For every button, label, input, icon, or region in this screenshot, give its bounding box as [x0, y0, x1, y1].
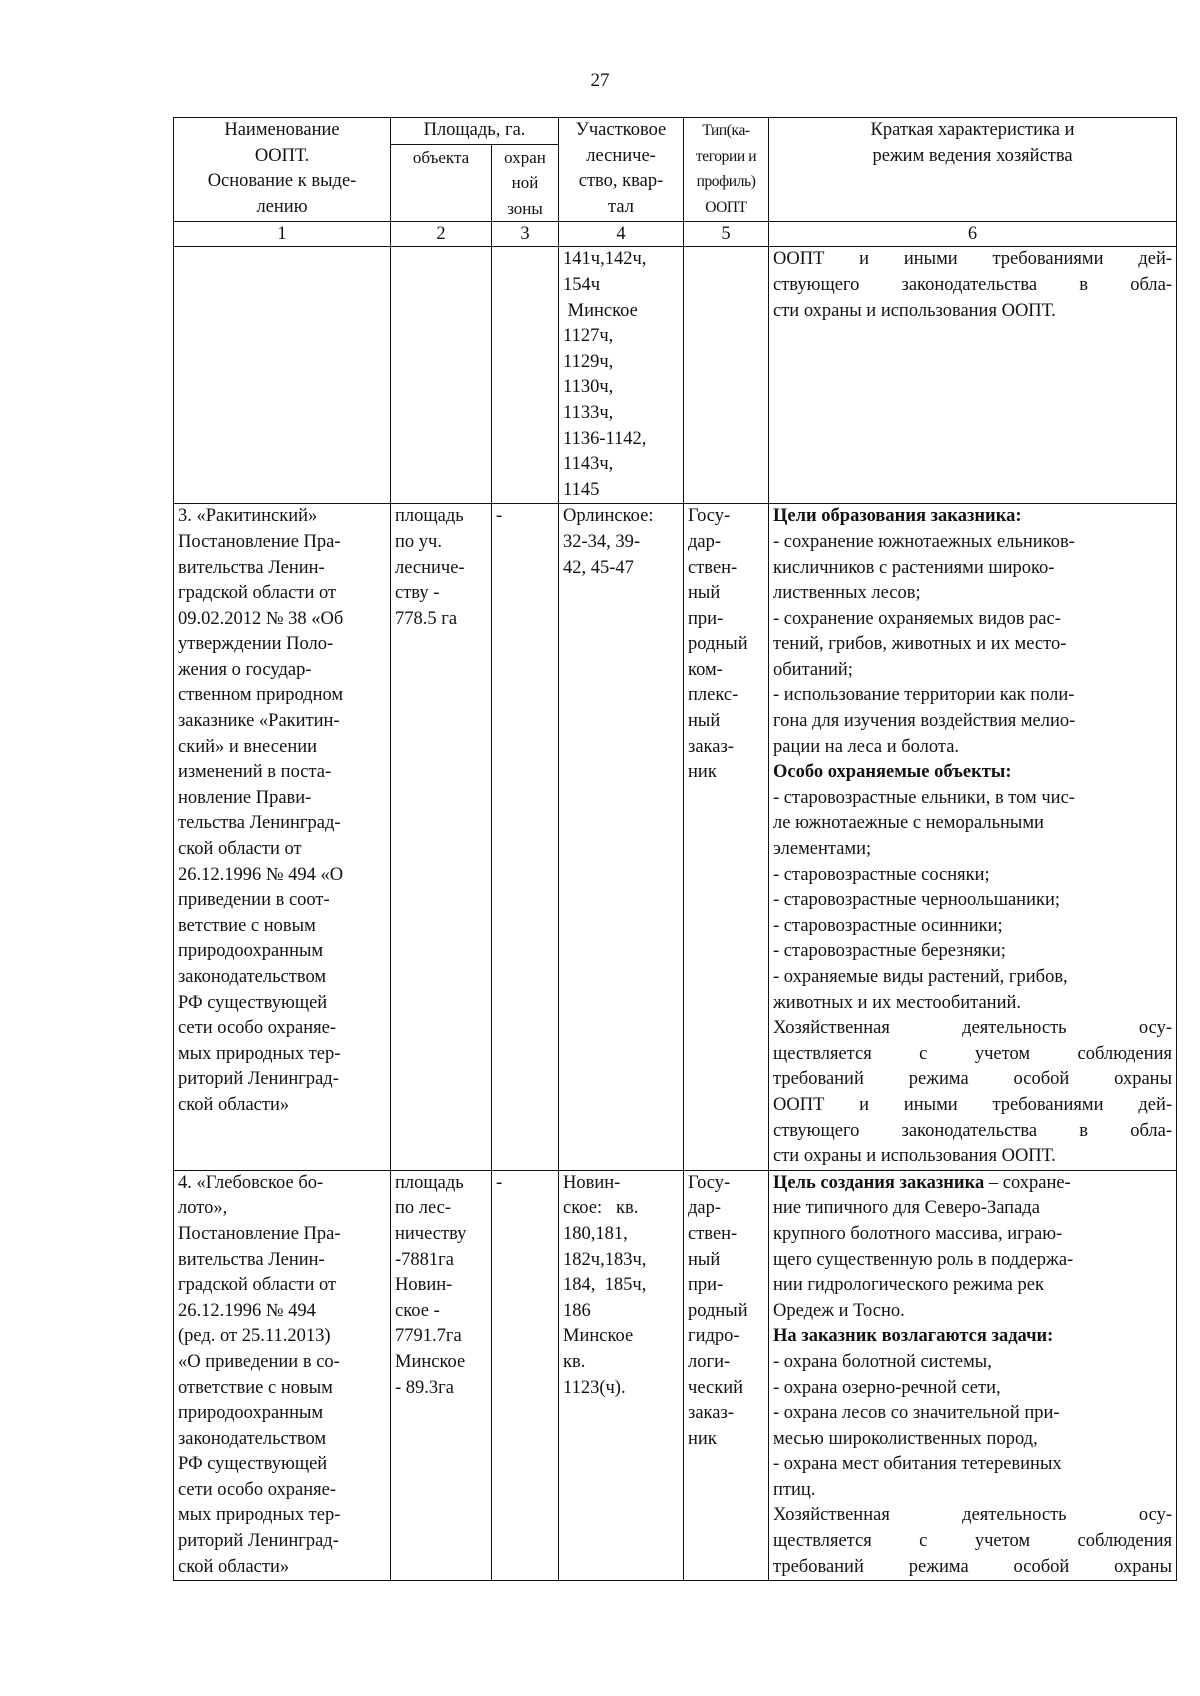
name-line: законодательством: [178, 967, 327, 987]
description-line: ствующего законодательства в обла-: [773, 1120, 1173, 1141]
description-line: крупного болотного массива, играю-: [773, 1223, 1063, 1244]
forestry-line: 184, 185ч,: [563, 1275, 647, 1296]
forestry-line: 154ч: [563, 274, 601, 295]
description-line: - охрана мест обитания тетеревиных: [773, 1454, 1062, 1475]
forestry-line: 1129ч,: [563, 351, 614, 372]
oopt-name-cell: [174, 247, 391, 504]
description-line: ществляется с учетом соблюдения: [773, 1531, 1173, 1552]
name-line: новление Прави-: [178, 787, 312, 808]
forestry-line: Минское: [563, 1326, 634, 1347]
type-line: ком-: [688, 659, 723, 680]
description-line: - старовозрастные березняки;: [773, 941, 1006, 962]
name-line: 26.12.1996 № 494 «О: [178, 864, 344, 885]
name-line: РФ существующей: [178, 1454, 328, 1475]
description-line: требований режима особой охраны: [773, 1069, 1173, 1090]
description-line: сти охраны и использования ООПТ.: [773, 300, 1056, 321]
header-area-object: объекта: [391, 144, 492, 222]
name-line: изменений в поста-: [178, 762, 332, 783]
area-object-line: ничеству: [395, 1223, 467, 1244]
area-object-line: площадь: [395, 506, 464, 527]
area-object-line: 778.5 га: [395, 608, 458, 629]
oopt-name-cell: [174, 1170, 391, 1581]
description-line: животных и их местообитаний.: [773, 992, 1021, 1013]
forestry-line: 1143ч,: [563, 454, 614, 475]
forestry-cell: [559, 504, 684, 1170]
description-line: рации на леса и болота.: [773, 736, 960, 757]
type-line: ный: [688, 1249, 721, 1270]
name-line: жения о государ-: [178, 659, 312, 680]
forestry-line: 141ч,142ч,: [563, 249, 647, 270]
name-line: природоохранным: [178, 1403, 324, 1424]
description-line: - старовозрастные осинники;: [773, 915, 1003, 936]
description-line: На заказник возлагаются задачи:: [773, 1326, 1054, 1347]
type-line: при-: [688, 608, 724, 629]
forestry-line: ское: кв.: [563, 1198, 639, 1219]
column-numbers-row: [174, 222, 1177, 247]
description-line: Хозяйственная деятельность осу-: [773, 1018, 1173, 1039]
name-line: градской области от: [178, 583, 337, 604]
type-line: логи-: [688, 1351, 731, 1372]
area-object-line: ству -: [395, 583, 440, 604]
name-line: тельства Ленинград-: [178, 813, 341, 834]
area-object-line: 7791.7га: [395, 1326, 462, 1347]
description-cell: [769, 247, 1177, 504]
name-line: ственном природном: [178, 685, 344, 706]
name-line: риторий Ленинград-: [178, 1069, 339, 1090]
name-line: ответствие с новым: [178, 1377, 333, 1398]
description-line: нии гидрологического режима рек: [773, 1275, 1044, 1296]
column-number: 1: [174, 222, 391, 247]
name-line: РФ существующей: [178, 992, 328, 1013]
area-object-cell: [391, 1170, 492, 1581]
description-line: - старовозрастные черноольшаники;: [773, 890, 1061, 911]
area-object-line: Новин-: [395, 1275, 453, 1296]
type-line: заказ-: [688, 736, 734, 757]
forestry-line: 186: [563, 1300, 591, 1321]
name-line: мых природных тер-: [178, 1043, 341, 1064]
description-cell: [769, 504, 1177, 1170]
area-object-line: - 89.3га: [395, 1377, 454, 1398]
name-line: «О приведении в со-: [178, 1351, 340, 1372]
area-object-line: ское -: [395, 1300, 440, 1321]
name-line: ветствие с новым: [178, 915, 316, 936]
type-cell: [684, 247, 769, 504]
forestry-line: 1136-1142,: [563, 428, 647, 449]
type-line: Госу-: [688, 1172, 731, 1193]
description-line: элементами;: [773, 839, 872, 860]
description-cell: [769, 1170, 1177, 1581]
name-line: мых природных тер-: [178, 1505, 341, 1526]
description-line: ле южнотаежные с неморальными: [773, 813, 1044, 834]
type-line: при-: [688, 1275, 724, 1296]
header-forestry: Участковое лесниче- ство, квар- тал: [559, 118, 684, 222]
forestry-line: 180,181,: [563, 1223, 628, 1244]
type-line: ствен-: [688, 1223, 738, 1244]
forestry-line: 1145: [563, 479, 600, 500]
column-number: 2: [391, 222, 492, 247]
forestry-line: 1127ч,: [563, 326, 614, 347]
area-object-line: лесниче-: [395, 557, 465, 578]
type-line: родный: [688, 634, 748, 655]
column-number: 3: [492, 222, 559, 247]
area-object-line: площадь: [395, 1172, 464, 1193]
area-object-cell: [391, 247, 492, 504]
description-line: - сохранение южнотаежных ельников-: [773, 531, 1075, 552]
name-line: ской области»: [178, 1094, 290, 1115]
forestry-line: 1130ч,: [563, 377, 614, 398]
header-area-group: Площадь, га.: [391, 118, 559, 145]
name-line: ской области от: [178, 839, 302, 860]
name-line: лото»,: [178, 1198, 228, 1219]
area-object-line: -7881га: [395, 1249, 454, 1270]
type-line: ствен-: [688, 557, 738, 578]
area-object-cell: [391, 504, 492, 1170]
description-line: - охраняемые виды растений, грибов,: [773, 967, 1068, 987]
table-row: [174, 247, 1177, 504]
name-line: природоохранным: [178, 941, 324, 962]
forestry-line: Орлинское:: [563, 506, 654, 527]
forestry-line: 1123(ч).: [563, 1377, 626, 1398]
header-area-protected: охран ной зоны: [492, 144, 559, 222]
name-line: вительства Ленин-: [178, 557, 325, 578]
forestry-line: Новин-: [563, 1172, 621, 1193]
header-row: [174, 118, 1177, 145]
name-line: приведении в соот-: [178, 890, 330, 911]
description-line: птиц.: [773, 1479, 816, 1500]
name-line: законодательством: [178, 1428, 327, 1449]
description-line: требований режима особой охраны: [773, 1556, 1173, 1577]
table-row: [174, 504, 1177, 1170]
table-row: [174, 1170, 1177, 1581]
forestry-line: 32-34, 39-: [563, 531, 641, 552]
description-line: ООПТ и иными требованиями дей-: [773, 1094, 1173, 1115]
name-line: ский» и внесении: [178, 736, 318, 757]
description-line: кисличников с растениями широко-: [773, 557, 1055, 578]
area-protected-cell: [492, 247, 559, 504]
description-line: ствующего законодательства в обла-: [773, 274, 1173, 295]
type-cell: [684, 1170, 769, 1581]
description-line: месью широколиственных пород,: [773, 1428, 1038, 1449]
type-line: заказ-: [688, 1403, 734, 1424]
type-line: гидро-: [688, 1326, 740, 1347]
type-line: дар-: [688, 1198, 722, 1219]
forestry-line: Минское: [563, 300, 638, 321]
name-line: заказнике «Ракитин-: [178, 711, 340, 732]
name-line: утверждении Поло-: [178, 634, 334, 655]
description-line: Оредеж и Тосно.: [773, 1300, 905, 1321]
header-description: Краткая характеристика и режим ведения хозяйства: [769, 118, 1177, 222]
description-line: ние типичного для Северо-Запада: [773, 1198, 1040, 1219]
description-line: - охрана болотной системы,: [773, 1351, 992, 1372]
type-line: ник: [688, 762, 717, 783]
page-number: 27: [590, 70, 610, 91]
name-line: вительства Ленин-: [178, 1249, 325, 1270]
description-line: ществляется с учетом соблюдения: [773, 1043, 1173, 1064]
column-number: 4: [559, 222, 684, 247]
description-line: ООПТ и иными требованиями дей-: [773, 249, 1173, 270]
type-line: плекс-: [688, 685, 739, 706]
type-line: ник: [688, 1428, 717, 1449]
name-line: Постановление Пра-: [178, 531, 341, 552]
description-line: щего существенную роль в поддержа-: [773, 1249, 1074, 1270]
forestry-cell: [559, 1170, 684, 1581]
type-line: родный: [688, 1300, 748, 1321]
type-cell: [684, 504, 769, 1170]
forestry-line: 182ч,183ч,: [563, 1249, 647, 1270]
type-line: Госу-: [688, 506, 731, 527]
type-line: ческий: [688, 1377, 743, 1398]
name-line: 26.12.1996 № 494: [178, 1300, 316, 1321]
description-line: Цели образования заказника:: [773, 506, 1022, 527]
name-line: сети особо охраняе-: [178, 1479, 336, 1500]
name-line: Постановление Пра-: [178, 1223, 341, 1244]
name-line: (ред. от 25.11.2013): [178, 1326, 331, 1347]
type-line: ный: [688, 583, 721, 604]
column-number: 5: [684, 222, 769, 247]
forestry-cell: [559, 247, 684, 504]
name-line: 4. «Глебовское бо-: [178, 1172, 324, 1193]
forestry-line: 42, 45-47: [563, 557, 634, 578]
description-line: лиственных лесов;: [773, 583, 921, 604]
name-line: 09.02.2012 № 38 «Об: [178, 608, 344, 629]
description-line: тений, грибов, животных и их место-: [773, 634, 1067, 655]
header-type: Тип(ка- тегории и профиль) ООПТ: [684, 118, 769, 222]
oopt-name-cell: [174, 504, 391, 1170]
oopt-table: [173, 117, 1177, 1581]
description-line: Хозяйственная деятельность осу-: [773, 1505, 1173, 1526]
column-number: 6: [769, 222, 1177, 247]
description-line: - охрана лесов со значительной при-: [773, 1403, 1060, 1424]
description-line: сти охраны и использования ООПТ.: [773, 1146, 1056, 1167]
area-object-line: Минское: [395, 1351, 466, 1372]
description-line: - сохранение охраняемых видов рас-: [773, 608, 1061, 629]
forestry-line: кв.: [563, 1351, 586, 1372]
area-object-line: по лес-: [395, 1198, 452, 1219]
name-line: сети особо охраняе-: [178, 1018, 336, 1039]
description-line: - старовозрастные ельники, в том чис-: [773, 787, 1075, 808]
description-line: - использование территории как поли-: [773, 685, 1075, 706]
name-line: градской области от: [178, 1275, 337, 1296]
description-line: - старовозрастные сосняки;: [773, 864, 990, 885]
area-object-line: по уч.: [395, 531, 442, 552]
description-line: обитаний;: [773, 659, 853, 680]
area-protected-cell: -: [492, 1170, 559, 1581]
type-line: дар-: [688, 531, 722, 552]
description-line: - охрана озерно-речной сети,: [773, 1377, 1001, 1398]
type-line: ный: [688, 711, 721, 732]
area-protected-cell: -: [492, 504, 559, 1170]
header-name: Наименование ООПТ. Основание к выде- лению: [174, 118, 391, 222]
description-line: Цель создания заказника – сохране-: [773, 1172, 1071, 1193]
name-line: риторий Ленинград-: [178, 1531, 339, 1552]
name-line: ской области»: [178, 1556, 290, 1577]
name-line: 3. «Ракитинский»: [178, 506, 318, 527]
forestry-line: 1133ч,: [563, 402, 614, 423]
description-line: Особо охраняемые объекты:: [773, 762, 1012, 783]
description-line: гона для изучения воздействия мелио-: [773, 711, 1076, 732]
